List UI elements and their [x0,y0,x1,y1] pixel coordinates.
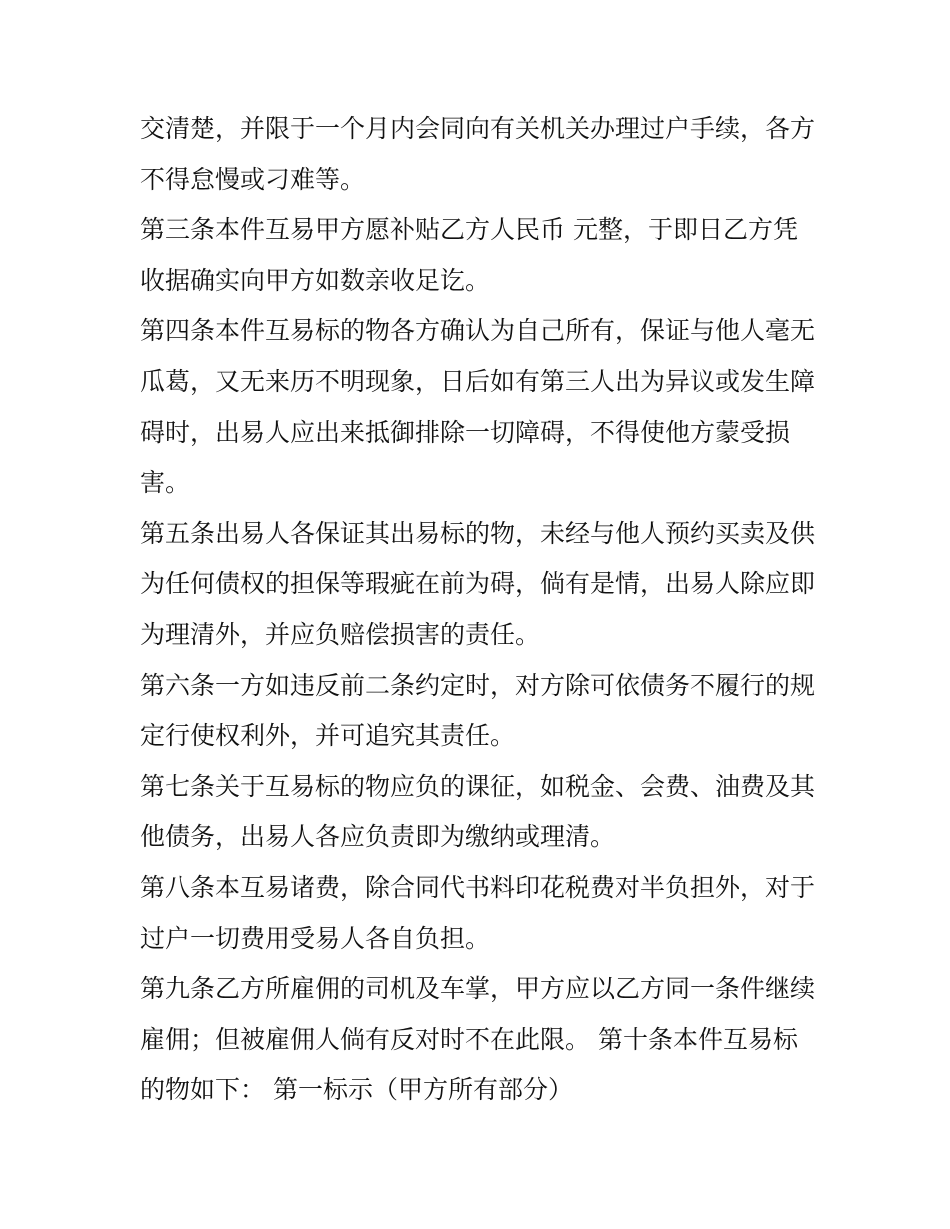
text-line: 为理清外，并应负赔偿损害的责任。 [140,619,541,649]
text-line: 第八条本互易诸费，除合同代书料印花税费对半负担外，对于 [140,872,816,902]
text-line: 为任何债权的担保等瑕疵在前为碍，倘有是情，出易人除应即 [140,569,816,599]
contract-body [140,104,820,1116]
text-line: 第七条关于互易标的物应负的课征，如税金、会费、油费及其 [140,771,816,801]
text-line: 第六条一方如违反前二条约定时，对方除可依债务不履行的规 [140,670,816,700]
text-line: 害。 [140,468,191,498]
text-line: 不得怠慢或刁难等。 [140,164,366,194]
text-line: 第五条出易人各保证其出易标的物，未经与他人预约买卖及供 [140,518,816,548]
text-line: 雇佣；但被雇佣人倘有反对时不在此限。 第十条本件互易标 [140,1024,798,1054]
text-line: 第九条乙方所雇佣的司机及车掌，甲方应以乙方同一条件继续 [140,974,816,1004]
text-line: 第三条本件互易甲方愿补贴乙方人民币 元整，于即日乙方凭 [140,215,798,245]
text-line: 定行使权利外，并可追究其责任。 [140,721,516,751]
text-line: 交清楚，并限于一个月内会同向有关机关办理过户手续，各方 [140,114,816,143]
text-line: 的物如下： 第一标示（甲方所有部分） [140,1075,573,1105]
text-line: 碍时，出易人应出来抵御排除一切障碍，不得使他方蒙受损 [140,417,791,447]
text-line: 过户一切费用受易人各自负担。 [140,923,491,953]
text-line: 瓜葛，又无来历不明现象，日后如有第三人出为异议或发生障 [140,366,816,396]
text-line: 他债务，出易人各应负责即为缴纳或理清。 [140,822,616,852]
text-line: 收据确实向甲方如数亲收足讫。 [140,265,491,295]
text-line: 第四条本件互易标的物各方确认为自己所有，保证与他人毫无 [140,316,816,346]
